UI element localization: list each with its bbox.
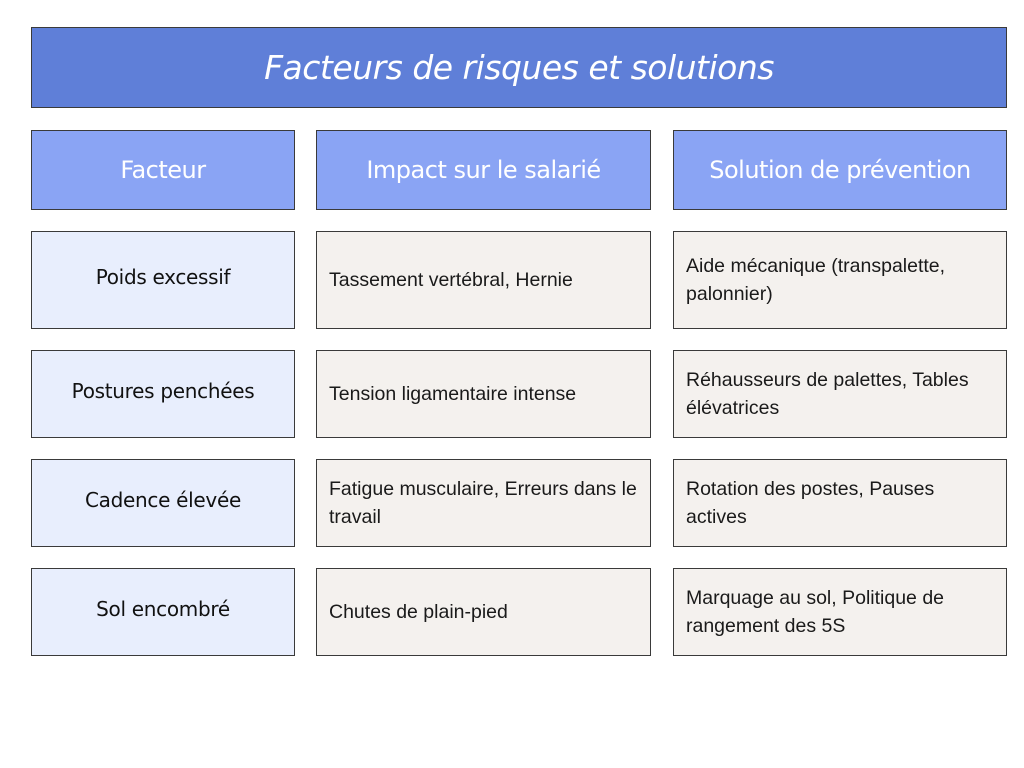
row-3-factor <box>31 459 295 547</box>
header-factor-label: Facteur <box>120 156 206 184</box>
row-4-solution-text: Marquage au sol, Politique de rangement des 5S <box>686 587 945 637</box>
row-2-solution-text: Réhausseurs de palettes, Tables élévatrices <box>686 369 969 419</box>
row-4-solution <box>673 568 1007 656</box>
header-solution <box>673 130 1007 210</box>
header-solution-label: Solution de prévention <box>709 156 971 184</box>
row-1-impact <box>316 231 651 329</box>
row-4-impact <box>316 568 651 656</box>
header-factor <box>31 130 295 210</box>
row-1-solution-text: Aide mécanique (transpalette, palonnier) <box>686 255 946 305</box>
page-title: Facteurs de risques et solutions <box>264 48 774 87</box>
row-4-factor-label: Sol encombré <box>96 597 230 621</box>
row-3-impact-text: Fatigue musculaire, Erreurs dans le travail <box>329 478 637 528</box>
row-1-impact-text: Tassement vertébral, Hernie <box>329 269 573 291</box>
row-3-solution-text: Rotation des postes, Pauses actives <box>686 478 935 528</box>
row-2-solution <box>673 350 1007 438</box>
row-1-factor-label: Poids excessif <box>95 265 231 289</box>
row-4-impact-text: Chutes de plain-pied <box>329 601 508 623</box>
row-1-factor <box>31 231 295 329</box>
row-1-solution <box>673 231 1007 329</box>
row-3-factor-label: Cadence élevée <box>85 488 241 512</box>
row-2-impact <box>316 350 651 438</box>
header-impact <box>316 130 651 210</box>
row-3-impact <box>316 459 651 547</box>
row-4-factor <box>31 568 295 656</box>
header-impact-label: Impact sur le salarié <box>366 156 601 184</box>
row-3-solution <box>673 459 1007 547</box>
row-2-impact-text: Tension ligamentaire intense <box>329 383 577 405</box>
row-2-factor <box>31 350 295 438</box>
row-2-factor-label: Postures penchées <box>71 379 255 403</box>
page-title-banner <box>31 27 1007 108</box>
